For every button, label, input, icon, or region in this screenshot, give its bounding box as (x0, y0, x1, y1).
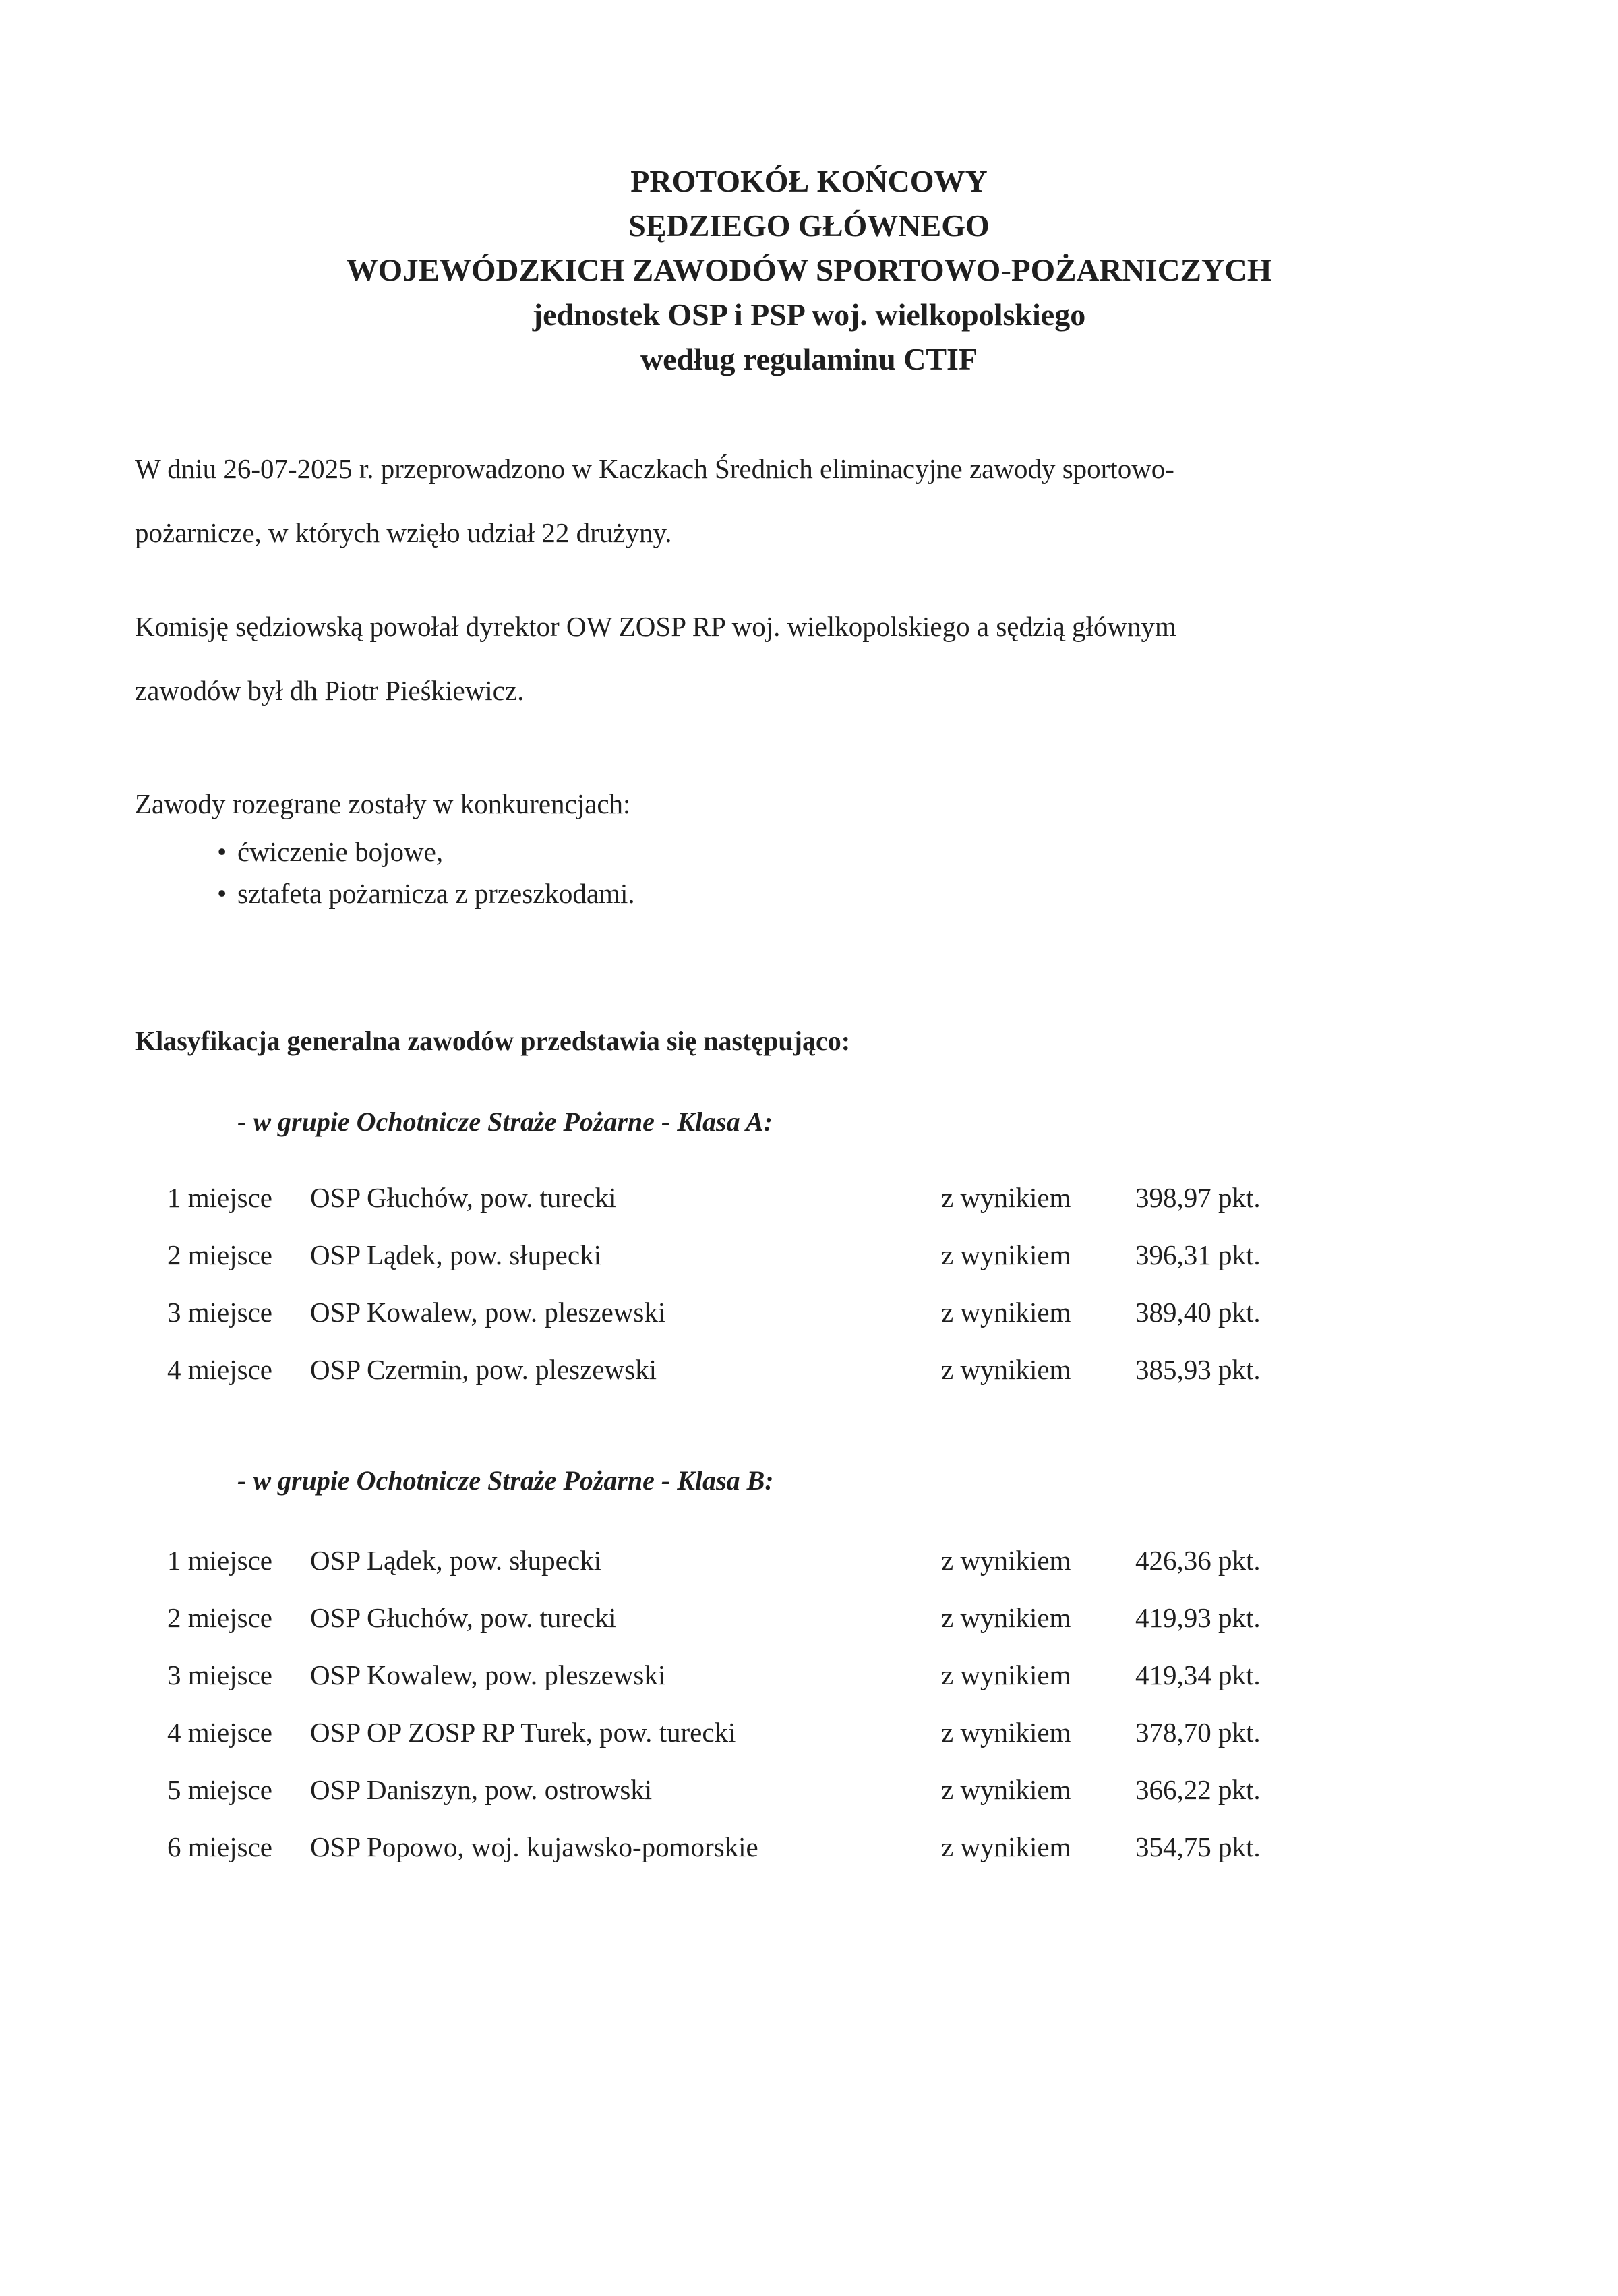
score-cell: 419,93 pkt. (1135, 1602, 1261, 1633)
score-cell: 385,93 pkt. (1135, 1354, 1261, 1385)
place-cell: 4 miejsce (167, 1717, 272, 1748)
team-cell: OSP Popowo, woj. kujawsko-pomorskie (310, 1831, 758, 1862)
place-cell: 2 miejsce (167, 1239, 272, 1270)
result-label-cell: z wynikiem (941, 1602, 1071, 1633)
team-cell: OSP OP ZOSP RP Turek, pow. turecki (310, 1717, 736, 1748)
intro-paragraph-commission (135, 595, 1449, 723)
list-item: • sztafeta pożarnicza z przeszkodami. (217, 873, 635, 914)
team-cell: OSP Lądek, pow. słupecki (310, 1239, 601, 1270)
team-cell: OSP Głuchów, pow. turecki (310, 1602, 617, 1633)
team-cell: OSP Kowalew, pow. pleszewski (310, 1297, 666, 1328)
place-cell: 1 miejsce (167, 1182, 272, 1213)
score-cell: 398,97 pkt. (1135, 1182, 1261, 1213)
score-cell: 378,70 pkt. (1135, 1717, 1261, 1748)
intro-paragraph-date (135, 437, 1449, 565)
table-row (167, 1353, 1327, 1411)
table-row (167, 1773, 1327, 1831)
result-label-cell: z wynikiem (941, 1659, 1071, 1690)
result-label-cell: z wynikiem (941, 1297, 1071, 1328)
team-cell: OSP Lądek, pow. słupecki (310, 1545, 601, 1576)
result-label-cell: z wynikiem (941, 1717, 1071, 1748)
group-b-table (167, 1544, 1327, 1888)
table-row (167, 1239, 1327, 1296)
place-cell: 1 miejsce (167, 1545, 272, 1576)
intro-line: pożarnicze, w których wzięło udział 22 drużyny. (135, 517, 672, 548)
competitions-list (217, 831, 635, 914)
result-label-cell: z wynikiem (941, 1774, 1071, 1805)
team-cell: OSP Daniszyn, pow. ostrowski (310, 1774, 653, 1805)
place-cell: 5 miejsce (167, 1774, 272, 1805)
table-row (167, 1296, 1327, 1353)
score-cell: 366,22 pkt. (1135, 1774, 1261, 1805)
header-units: jednostek OSP i PSP woj. wielkopolskiego (532, 297, 1086, 332)
table-row (167, 1659, 1327, 1716)
result-label-cell: z wynikiem (941, 1545, 1071, 1576)
intro-line: Komisję sędziowską powołał dyrektor OW ZOSP RP woj. wielkopolskiego a sędzią głównym (135, 611, 1176, 642)
result-label-cell: z wynikiem (941, 1182, 1071, 1213)
score-cell: 426,36 pkt. (1135, 1545, 1261, 1576)
team-cell: OSP Głuchów, pow. turecki (310, 1182, 617, 1213)
result-label-cell: z wynikiem (941, 1239, 1071, 1270)
table-row (167, 1181, 1327, 1239)
team-cell: OSP Czermin, pow. pleszewski (310, 1354, 657, 1385)
place-cell: 3 miejsce (167, 1659, 272, 1690)
score-cell: 396,31 pkt. (1135, 1239, 1261, 1270)
place-cell: 6 miejsce (167, 1831, 272, 1862)
header-title: PROTOKÓŁ KOŃCOWY (630, 164, 988, 198)
table-row (167, 1544, 1327, 1601)
score-cell: 389,40 pkt. (1135, 1297, 1261, 1328)
group-a-table (167, 1181, 1327, 1411)
group-a-title: - w grupie Ochotnicze Straże Pożarne - Klasa A: (237, 1107, 773, 1137)
table-row (167, 1716, 1327, 1773)
place-cell: 4 miejsce (167, 1354, 272, 1385)
score-cell: 419,34 pkt. (1135, 1659, 1261, 1690)
header-subtitle: SĘDZIEGO GŁÓWNEGO (628, 208, 990, 243)
result-label-cell: z wynikiem (941, 1354, 1071, 1385)
score-cell: 354,75 pkt. (1135, 1831, 1261, 1862)
group-b-title: - w grupie Ochotnicze Straże Pożarne - Klasa B: (237, 1465, 774, 1496)
header-event-name: WOJEWÓDZKICH ZAWODÓW SPORTOWO-POŻARNICZYCH (346, 253, 1272, 288)
intro-paragraph-competitions (135, 772, 1449, 836)
intro-line: W dniu 26-07-2025 r. przeprowadzono w Kaczkach Średnich eliminacyjne zawody sportowo- (135, 453, 1174, 484)
classification-title: Klasyfikacja generalna zawodów przedstawia się następująco: (135, 1026, 851, 1056)
place-cell: 3 miejsce (167, 1297, 272, 1328)
team-cell: OSP Kowalew, pow. pleszewski (310, 1659, 666, 1690)
place-cell: 2 miejsce (167, 1602, 272, 1633)
document-header (0, 159, 1618, 382)
intro-line: Zawody rozegrane zostały w konkurencjach: (135, 788, 631, 819)
list-item: • ćwiczenie bojowe, (217, 831, 635, 873)
intro-line: zawodów był dh Piotr Pieśkiewicz. (135, 675, 525, 706)
header-regulation: według regulaminu CTIF (640, 342, 978, 376)
result-label-cell: z wynikiem (941, 1831, 1071, 1862)
table-row (167, 1601, 1327, 1659)
table-row (167, 1831, 1327, 1888)
